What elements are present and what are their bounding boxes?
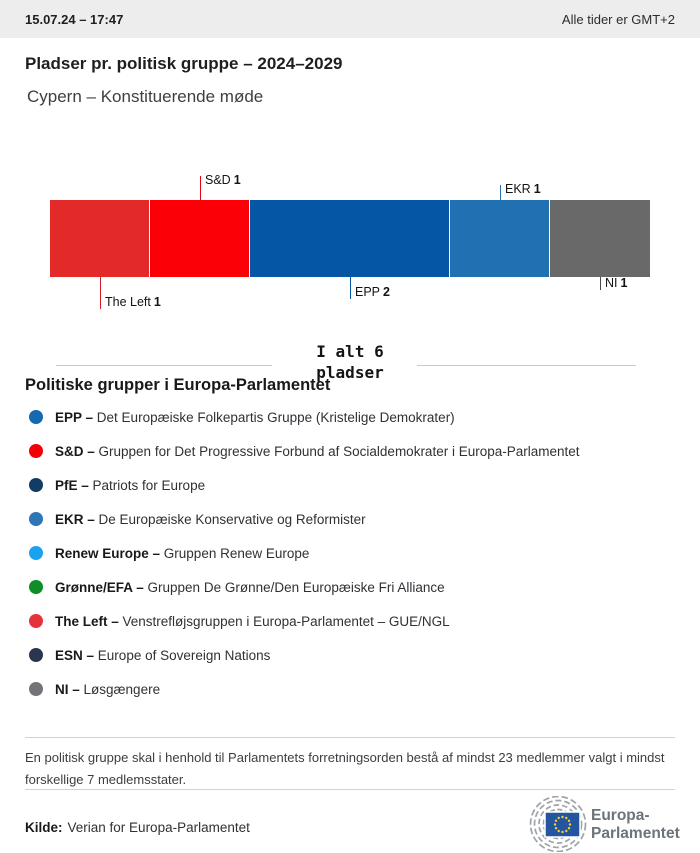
total-divider-left [56,365,272,366]
legend-item-description: Gruppen for Det Progressive Forbund af Socialdemokrater i Europa-Parlamentet [98,443,580,459]
legend-dot-icon [29,444,43,458]
legend-item-text [55,478,205,493]
legend-item-text [55,410,455,425]
bar-label-seats: 1 [233,173,241,187]
legend-item [25,672,675,706]
bar-label-ekr [505,182,541,196]
bar-label-s-d [205,173,241,187]
legend-item-text [55,444,580,459]
page-subtitle: Cypern – Konstituerende møde [27,87,264,106]
legend-item-abbr: EPP – [55,409,94,425]
bar-segment-ni[interactable] [550,200,650,277]
bar-label-seats: 2 [383,285,390,299]
legend-heading: Politiske grupper i Europa-Parlamentet [25,376,331,394]
bar-label-seats: 1 [153,295,161,309]
legend-item [25,536,675,570]
legend-item [25,502,675,536]
seat-distribution-chart [0,0,700,340]
legend-dot-icon [29,512,43,526]
europa-parlamentet-logo [512,796,688,852]
legend-item-description: De Europæiske Konservative og Reformister [98,511,366,527]
bar-label-ni [605,276,627,290]
bar-label-group: The Left [105,295,151,309]
legend-item [25,570,675,604]
footnote-line1: En politisk gruppe skal i henhold til Parlamentets forretningsorden bestå af mindst 23 medlemmer valgt i mindst [25,750,665,765]
bar-label-group: EKR [505,182,531,196]
footnote-text [25,747,680,791]
bar-segment-the-left[interactable] [50,200,149,277]
datetime-text: 15.07.24 – 17:47 [25,11,124,27]
bar-label-seats: 1 [620,276,628,290]
legend-dot-icon [29,682,43,696]
legend-dot-icon [29,648,43,662]
bar-segment-epp[interactable] [250,200,449,277]
legend-item [25,400,675,434]
legend-item-abbr: S&D – [55,443,95,459]
total-seats-line2: pladser [316,363,384,382]
bar-label-group: EPP [355,285,381,299]
legend-item-abbr: The Left – [55,613,119,629]
legend-list [25,400,675,706]
total-divider-right [417,365,636,366]
legend-item-abbr: ESN – [55,647,95,663]
legend-item-description: Løsgængere [83,681,161,697]
source-text: Verian for Europa-Parlamentet [67,820,250,835]
tick-ekr [500,185,501,200]
legend-item [25,434,675,468]
legend-item-abbr: Renew Europe – [55,545,161,561]
legend-dot-icon [29,546,43,560]
bar-label-epp [355,285,390,299]
legend-item [25,638,675,672]
legend-dot-icon [29,478,43,492]
legend-item-text [55,614,450,629]
tick-s-d [200,176,201,200]
bar-segment-s-d[interactable] [150,200,249,277]
legend-item-text [55,546,309,561]
source-label: Kilde: [25,820,63,835]
footnote-line2: forskellige 7 medlemsstater. [25,772,187,787]
tick-ni [600,277,601,290]
legend-item-abbr: PfE – [55,477,89,493]
legend-dot-icon [29,614,43,628]
timezone-note: Alle tider er GMT+2 [561,11,675,27]
legend-item-description: Patriots for Europe [92,477,206,493]
legend-item-text [55,580,445,595]
bar-label-group: NI [605,276,618,290]
legend-item-description: Venstrefløjsgruppen i Europa-Parlamentet – GUE/NGL [122,613,450,629]
legend-item-abbr: EKR – [55,511,95,527]
bar-label-group: S&D [205,173,231,187]
page-title: Pladser pr. politisk gruppe – 2024–2029 [25,54,343,73]
bar-label-seats: 1 [533,182,541,196]
legend-item-text [55,648,270,663]
tick-the-left [100,277,101,309]
legend-dot-icon [29,580,43,594]
legend-item-text [55,512,366,527]
legend-item-description: Gruppen De Grønne/Den Europæiske Fri Alliance [147,579,445,595]
legend-dot-icon [29,410,43,424]
bar-label-the-left [105,295,161,309]
total-seats-line1: I alt 6 [316,342,384,361]
eu-flag-icon [545,812,580,837]
logo-text-line1: Europa- [591,807,650,824]
legend-item [25,468,675,502]
footnote-divider-bottom [25,789,675,790]
bar-segment-ekr[interactable] [450,200,549,277]
legend-item [25,604,675,638]
tick-epp [350,277,351,299]
legend-item-description: Europe of Sovereign Nations [97,647,271,663]
footnote-divider-top [25,737,675,738]
legend-item-text [55,682,160,697]
legend-item-abbr: NI – [55,681,80,697]
logo-text-line2: Parlamentet [591,825,680,842]
legend-item-description: Gruppen Renew Europe [163,545,310,561]
legend-item-description: Det Europæiske Folkepartis Gruppe (Kristelige Demokrater) [96,409,455,425]
legend-item-abbr: Grønne/EFA – [55,579,144,595]
source-line [25,820,250,835]
